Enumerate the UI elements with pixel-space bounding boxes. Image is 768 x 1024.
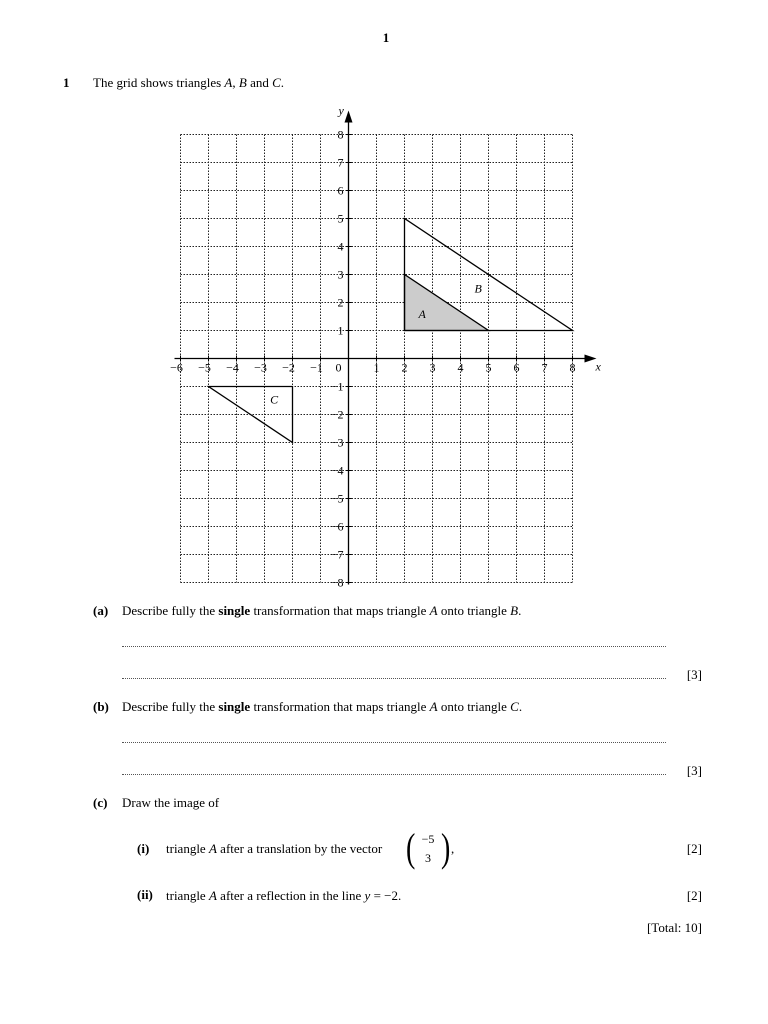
part-c-i-text-pre: triangle: [166, 841, 206, 856]
y-tick-label: 6: [337, 183, 344, 198]
x-tick-label: −2: [282, 360, 295, 375]
triangle-label-a: A: [418, 306, 426, 321]
y-tick-label: −5: [330, 491, 344, 506]
part-b-tri1: A: [429, 699, 438, 714]
y-tick-label: 8: [337, 127, 344, 142]
part-a-text-mid: transformation that maps triangle: [253, 603, 427, 618]
intro-triangle-a: A: [224, 75, 233, 90]
y-tick-label: −8: [330, 575, 344, 590]
vector-left-paren: (: [405, 825, 416, 870]
part-c-ii-text-post: after a reflection in the line: [220, 888, 362, 903]
y-tick-label: 5: [337, 211, 344, 226]
x-tick-label: 2: [401, 360, 408, 375]
part-c-i-tri: A: [208, 841, 217, 856]
x-tick-label: 1: [373, 360, 380, 375]
part-c-label: (c): [93, 795, 108, 810]
x-tick-label: 3: [429, 360, 436, 375]
intro-sep: ,: [232, 75, 236, 90]
total-marks: [Total: 10]: [646, 920, 702, 935]
y-tick-label: 7: [337, 155, 344, 170]
y-tick-label: 4: [337, 239, 344, 254]
triangle-label-c: C: [270, 392, 279, 407]
x-tick-label: −1: [310, 360, 323, 375]
y-tick-label: −3: [330, 435, 344, 450]
part-b-answer-line-1[interactable]: [122, 742, 666, 743]
part-b-text-mid: transformation that maps triangle: [253, 699, 427, 714]
part-a-tri1: A: [429, 603, 438, 618]
vector-right-paren: ): [440, 825, 451, 870]
part-b-text-pre: Describe fully the: [122, 699, 216, 714]
y-tick-label: −2: [330, 407, 344, 422]
translation-vector: [404, 825, 455, 870]
x-tick-label: 5: [485, 360, 492, 375]
y-tick-label: 2: [337, 295, 344, 310]
part-a-text-end: .: [518, 603, 522, 618]
question-number: 1: [63, 75, 70, 90]
part-a-answer-line-1[interactable]: [122, 646, 666, 647]
part-b-text-onto: onto triangle: [440, 699, 507, 714]
part-c-i-question: [166, 841, 382, 857]
part-a-text-bold: single: [218, 603, 251, 618]
y-axis-arrow-icon: [345, 111, 353, 123]
part-b-answer-line-2[interactable]: [122, 774, 666, 775]
page-number: 1: [382, 30, 390, 45]
y-tick-label: −1: [330, 379, 344, 394]
origin-label: 0: [335, 360, 342, 375]
part-c-ii-text-pre: triangle: [166, 888, 206, 903]
y-tick-label: 1: [337, 323, 344, 338]
part-c-text: Draw the image of: [122, 795, 220, 810]
x-axis-label: x: [595, 359, 601, 374]
y-tick-label: −6: [330, 519, 344, 534]
part-c-i-after-vector: ,: [451, 841, 455, 856]
part-b-text-end: .: [518, 699, 523, 714]
part-c-ii-line-eq: = −2.: [373, 888, 402, 903]
part-a-answer-line-2[interactable]: [122, 678, 666, 679]
part-c-i-text-post: after a translation by the vector: [220, 841, 383, 856]
x-tick-label: 4: [457, 360, 464, 375]
x-tick-label: 8: [569, 360, 576, 375]
triangle-label-b: B: [474, 281, 482, 296]
part-b-text-bold: single: [218, 699, 251, 714]
x-tick-label: −4: [226, 360, 239, 375]
intro-text: The grid shows triangles: [93, 75, 222, 90]
x-tick-label: −5: [198, 360, 211, 375]
part-a-tri2: B: [510, 603, 519, 618]
x-tick-label: −6: [170, 360, 183, 375]
x-tick-label: 6: [513, 360, 520, 375]
part-b-marks: [3]: [686, 763, 702, 778]
part-b-question: [122, 699, 522, 715]
part-c-ii-line-var: y: [364, 888, 371, 903]
part-c-ii-tri: A: [208, 888, 217, 903]
intro-triangle-b: B: [238, 75, 247, 90]
part-b-label: (b): [93, 699, 109, 714]
y-tick-label: 3: [337, 267, 344, 282]
y-tick-label: −4: [330, 463, 344, 478]
intro-triangle-c: C: [272, 75, 281, 90]
part-a-text-onto: onto triangle: [440, 603, 507, 618]
part-c-ii-question: [166, 888, 401, 904]
y-tick-label: −7: [330, 547, 344, 562]
x-tick-label: 7: [541, 360, 548, 375]
vector-top: −5: [421, 832, 435, 846]
intro-and: and: [250, 75, 269, 90]
part-c-ii-marks: [2]: [686, 888, 702, 903]
part-c-i-label: (i): [137, 841, 150, 856]
part-a-text-pre: Describe fully the: [122, 603, 216, 618]
x-tick-label: −3: [254, 360, 267, 375]
vector-bottom: 3: [425, 851, 431, 865]
part-a-question: [122, 603, 521, 619]
y-axis-label: y: [338, 103, 344, 118]
part-b-tri2: C: [510, 699, 519, 714]
part-c-ii-label: (ii): [137, 887, 153, 902]
part-a-marks: [3]: [686, 667, 702, 682]
intro-end: .: [280, 75, 285, 90]
part-c-i-marks: [2]: [686, 841, 702, 856]
part-a-label: (a): [93, 603, 109, 618]
